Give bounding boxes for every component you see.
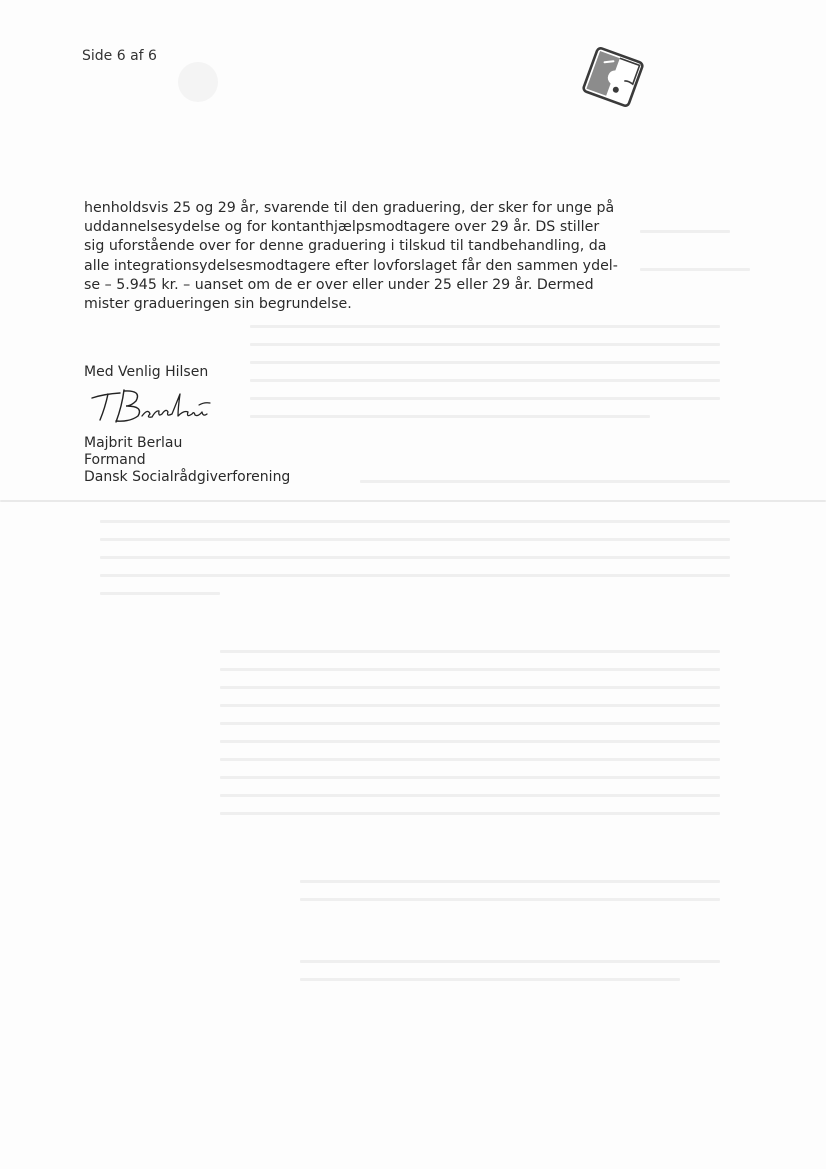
closing-salutation: Med Venlig Hilsen	[84, 364, 209, 380]
bleed-through-mark	[220, 776, 720, 779]
bleed-through-mark	[100, 520, 730, 523]
bleed-through-mark	[300, 960, 720, 963]
bleed-through-mark	[640, 230, 730, 233]
body-line: henholdsvis 25 og 29 år, svarende til den graduering, der sker for unge på	[84, 200, 615, 216]
sender-name: Majbrit Berlau	[84, 435, 183, 451]
body-line: alle integrationsydelsesmodtagere efter lovforslaget får den sammen ydel-	[84, 257, 618, 274]
fold-line	[0, 500, 826, 502]
bleed-through-mark	[250, 415, 650, 418]
bleed-through-mark	[220, 812, 720, 815]
letter-body	[84, 199, 624, 314]
bleed-through-mark	[100, 538, 730, 541]
bleed-through-mark	[100, 556, 730, 559]
bleed-through-mark	[100, 592, 220, 595]
bleed-through-mark	[100, 574, 730, 577]
bleed-through-mark	[300, 880, 720, 883]
sender-organization: Dansk Socialrådgiverforening	[84, 469, 291, 485]
bleed-through-mark	[640, 268, 750, 271]
bleed-through-mark	[220, 722, 720, 725]
bleed-through-mark	[220, 650, 720, 653]
bleed-through-mark	[220, 704, 720, 707]
sender-title: Formand	[84, 452, 146, 468]
bleed-through-mark	[300, 978, 680, 981]
handwritten-signature	[86, 384, 226, 428]
bleed-through-mark	[250, 379, 720, 382]
bleed-through-mark	[250, 325, 720, 328]
bleed-through-mark	[220, 794, 720, 797]
page-number: Side 6 af 6	[82, 48, 157, 64]
paper-smudge	[178, 62, 218, 102]
body-line: sig uforstående over for denne graduering i tilskud til tandbehandling, da	[84, 238, 607, 255]
organization-logo-icon	[580, 46, 646, 108]
sender-block	[84, 435, 290, 486]
bleed-through-mark	[300, 898, 720, 901]
body-line: se – 5.945 kr. – uanset om de er over eller under 25 eller 29 år. Dermed	[84, 276, 594, 293]
body-line: mister gradueringen sin begrundelse.	[84, 296, 352, 313]
body-line: uddannelsesydelse og for kontanthjælpsmodtagere over 29 år. DS stiller	[84, 219, 600, 236]
bleed-through-mark	[220, 668, 720, 671]
bleed-through-mark	[250, 361, 720, 364]
bleed-through-mark	[360, 480, 730, 483]
bleed-through-mark	[220, 686, 720, 689]
bleed-through-mark	[250, 343, 720, 346]
bleed-through-mark	[250, 397, 720, 400]
bleed-through-mark	[220, 758, 720, 761]
bleed-through-mark	[220, 740, 720, 743]
